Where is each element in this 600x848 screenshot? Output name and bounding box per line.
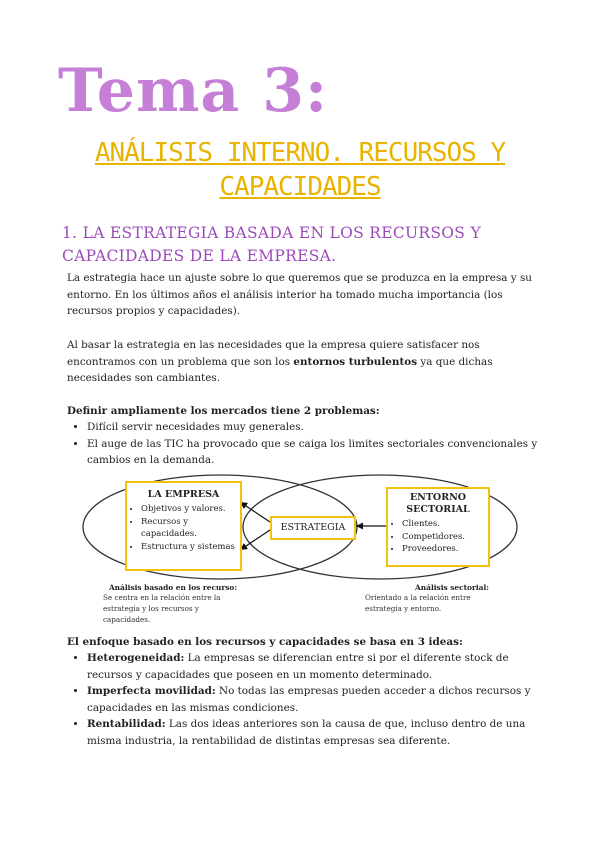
term: Imperfecta movilidad: xyxy=(87,685,216,697)
right-caption-title: Análisis sectorial: xyxy=(415,583,489,592)
list-item: • Recursos y capacidades. xyxy=(141,516,240,541)
para2-before: Al basar la estrategia en las necesidades que la empresa quiere satisfacer nos encontramos con un problema que son los xyxy=(67,339,480,368)
list-item xyxy=(87,716,547,749)
term: Heterogeneidad: xyxy=(87,652,185,664)
list-item: • Estructura y sistemas xyxy=(141,541,240,554)
para2-bold: entornos turbulentos xyxy=(293,355,418,368)
left-caption-title: Análisis basado en los recurso: xyxy=(108,583,238,592)
problems-heading: Definir ampliamente los mercados tiene 2 problemas: xyxy=(67,405,380,417)
right-caption-text: Orientado a la relación entre estrategia y entorno. xyxy=(365,593,471,613)
list-item xyxy=(87,650,547,683)
right-caption xyxy=(365,583,495,614)
estrategia-box xyxy=(270,516,356,540)
entorno-box xyxy=(386,487,490,567)
term: Rentabilidad: xyxy=(87,718,166,730)
paragraph-intro: La estrategia hace un ajuste sobre lo que queremos que se produzca en la empresa y su entorno. En los últimos años el análisis interior ha tomado mucha importancia (los recursos propios y capacidades). xyxy=(67,272,532,317)
approach-heading: El enfoque basado en los recursos y capacidades se basa en 3 ideas: xyxy=(67,636,463,648)
term-text: No todas las empresas pueden acceder a dichos recursos y capacidades en las mismas condiciones. xyxy=(87,685,531,714)
estrategia-label: ESTRATEGIA xyxy=(280,522,346,533)
list-item: • Objetivos y valores. xyxy=(141,503,240,516)
para2-after: ya que dichas necesidades son cambiantes. xyxy=(67,355,493,384)
list-item xyxy=(87,683,547,716)
approach-list xyxy=(67,650,547,749)
list-item: • Proveedores. xyxy=(402,543,488,556)
list-item: • El auge de las TIC ha provocado que se caiga los limites sectoriales convencionales y cambios en la demanda. xyxy=(87,436,547,469)
term-text: Las dos ideas anteriores son la causa de que, incluso dentro de una misma industria, la rentabilidad de distintas empresas sea diferente. xyxy=(87,718,526,747)
page-subtitle: ANÁLISIS INTERNO. RECURSOS Y CAPACIDADES xyxy=(94,138,506,202)
left-caption-text: Se centra en la relación entre la estrategia y los recursos y capacidades. xyxy=(103,593,221,624)
entorno-title: ENTORNO SECTORIAL xyxy=(406,492,470,515)
list-item: • Competidores. xyxy=(402,531,488,544)
empresa-box xyxy=(125,481,242,571)
empresa-title: LA EMPRESA xyxy=(147,489,220,500)
section-heading: 1. LA ESTRATEGIA BASADA EN LOS RECURSOS Y CAPACIDADES DE LA EMPRESA. xyxy=(62,224,481,265)
list-item: • Difícil servir necesidades muy generales. xyxy=(87,419,547,436)
term-text: La empresas se diferencian entre si por el diferente stock de recursos y capacidades que poseen en un momento determinado. xyxy=(87,652,509,681)
list-item: • Clientes. xyxy=(402,518,488,531)
page-title: Tema 3: xyxy=(58,56,329,126)
left-caption xyxy=(103,583,243,625)
